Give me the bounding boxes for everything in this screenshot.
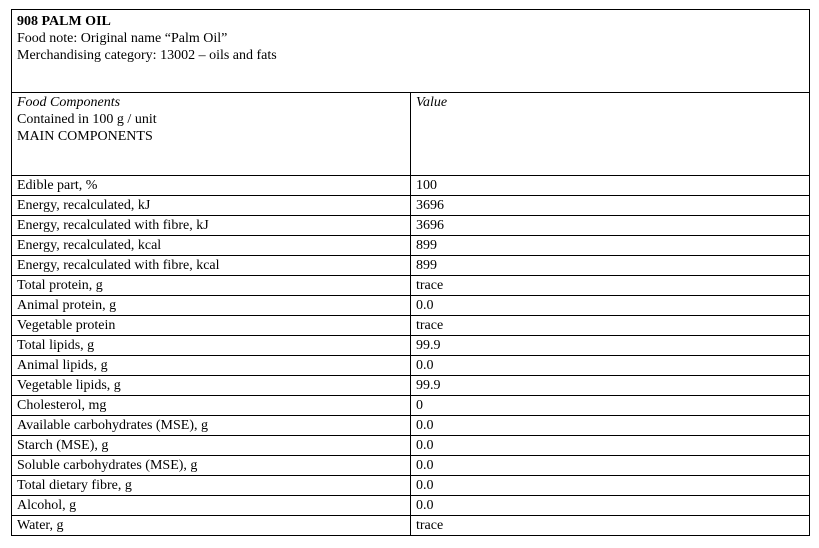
table-row bbox=[12, 276, 810, 296]
component-name-cell: Animal lipids, g bbox=[12, 356, 411, 376]
food-note: Food note: Original name “Palm Oil” bbox=[17, 31, 228, 46]
table-row bbox=[12, 316, 810, 336]
component-name-cell: Starch (MSE), g bbox=[12, 436, 411, 456]
component-value-cell: 0.0 bbox=[411, 476, 810, 496]
component-value-cell: 0.0 bbox=[411, 496, 810, 516]
table-row bbox=[12, 336, 810, 356]
table-row bbox=[12, 236, 810, 256]
component-value-cell: trace bbox=[411, 276, 810, 296]
component-name-cell: Total dietary fibre, g bbox=[12, 476, 411, 496]
table-row bbox=[12, 196, 810, 216]
section-heading: MAIN COMPONENTS bbox=[17, 129, 153, 144]
table-row bbox=[12, 176, 810, 196]
column-header-row bbox=[12, 93, 810, 176]
component-value-cell: 100 bbox=[411, 176, 810, 196]
food-header-row bbox=[12, 10, 810, 93]
table-row bbox=[12, 416, 810, 436]
component-value-cell: 99.9 bbox=[411, 336, 810, 356]
component-name-cell: Alcohol, g bbox=[12, 496, 411, 516]
component-name-cell: Vegetable protein bbox=[12, 316, 411, 336]
food-title: 908 PALM OIL bbox=[17, 14, 111, 29]
table-row bbox=[12, 516, 810, 536]
table-row bbox=[12, 216, 810, 236]
component-value-cell: 0.0 bbox=[411, 296, 810, 316]
value-heading: Value bbox=[416, 95, 448, 110]
component-name-cell: Animal protein, g bbox=[12, 296, 411, 316]
table-row bbox=[12, 256, 810, 276]
nutrition-table bbox=[11, 9, 810, 536]
component-name-cell: Energy, recalculated with fibre, kJ bbox=[12, 216, 411, 236]
table-row bbox=[12, 376, 810, 396]
table-row bbox=[12, 396, 810, 416]
component-name-cell: Water, g bbox=[12, 516, 411, 536]
table-row bbox=[12, 476, 810, 496]
component-name-cell: Total protein, g bbox=[12, 276, 411, 296]
table-row bbox=[12, 456, 810, 476]
food-header-cell bbox=[12, 10, 810, 93]
component-value-cell: 899 bbox=[411, 256, 810, 276]
component-name-cell: Energy, recalculated with fibre, kcal bbox=[12, 256, 411, 276]
component-value-cell: 3696 bbox=[411, 216, 810, 236]
component-name-cell: Soluble carbohydrates (MSE), g bbox=[12, 456, 411, 476]
food-components-heading: Food Components bbox=[17, 95, 121, 110]
unit-note: Contained in 100 g / unit bbox=[17, 112, 157, 127]
component-name-cell: Available carbohydrates (MSE), g bbox=[12, 416, 411, 436]
component-name-cell: Energy, recalculated, kJ bbox=[12, 196, 411, 216]
component-value-cell: trace bbox=[411, 316, 810, 336]
component-value-cell: trace bbox=[411, 516, 810, 536]
merchandising-category: Merchandising category: 13002 – oils and fats bbox=[17, 48, 277, 63]
component-name-cell: Cholesterol, mg bbox=[12, 396, 411, 416]
table-row bbox=[12, 356, 810, 376]
component-name-cell: Total lipids, g bbox=[12, 336, 411, 356]
component-value-cell: 0.0 bbox=[411, 436, 810, 456]
component-value-cell: 899 bbox=[411, 236, 810, 256]
table-row bbox=[12, 496, 810, 516]
component-name-cell: Edible part, % bbox=[12, 176, 411, 196]
component-value-cell: 0 bbox=[411, 396, 810, 416]
component-value-cell: 0.0 bbox=[411, 456, 810, 476]
value-header-cell bbox=[411, 93, 810, 176]
component-value-cell: 0.0 bbox=[411, 356, 810, 376]
table-row bbox=[12, 436, 810, 456]
component-value-cell: 99.9 bbox=[411, 376, 810, 396]
component-name-cell: Energy, recalculated, kcal bbox=[12, 236, 411, 256]
component-value-cell: 3696 bbox=[411, 196, 810, 216]
component-value-cell: 0.0 bbox=[411, 416, 810, 436]
components-header-cell bbox=[12, 93, 411, 176]
component-name-cell: Vegetable lipids, g bbox=[12, 376, 411, 396]
table-row bbox=[12, 296, 810, 316]
